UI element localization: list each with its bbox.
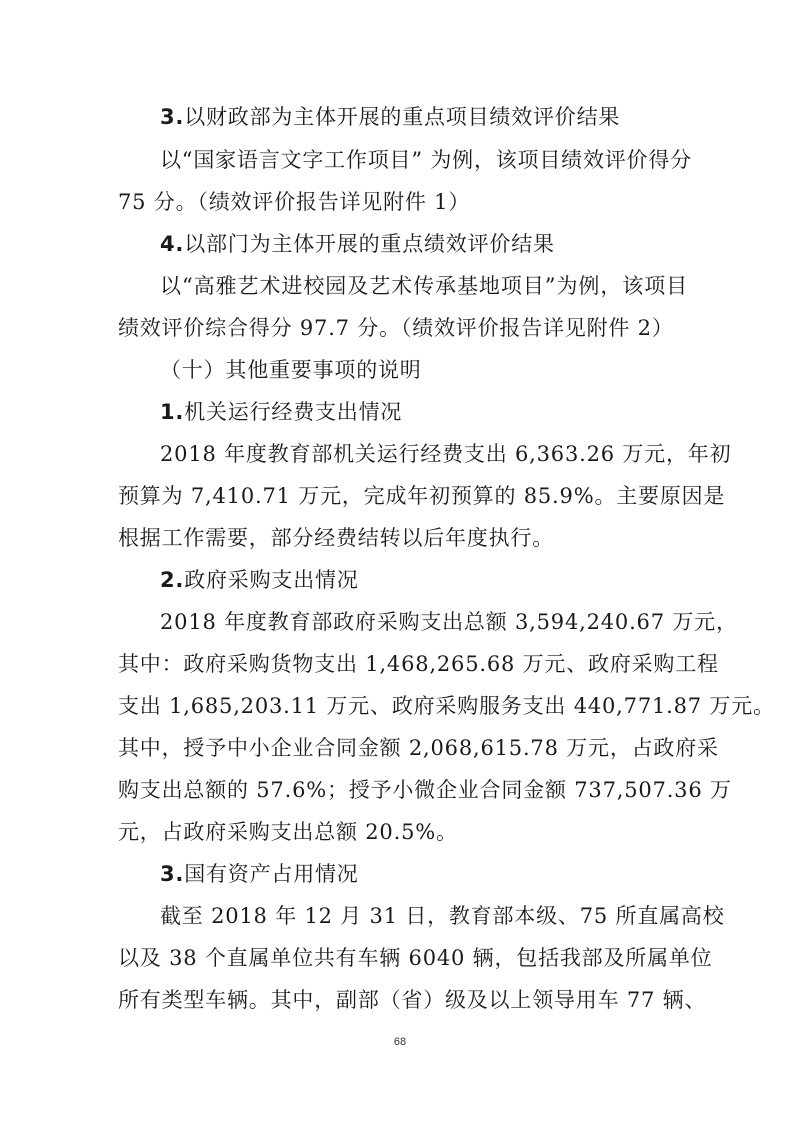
paragraph-line: 2018 年度教育部机关运行经费支出 6,363.26 万元，年初 bbox=[160, 442, 732, 466]
section-heading-2: 2.政府采购支出情况 bbox=[160, 568, 359, 592]
paragraph-line: 购支出总额的 57.6%；授予小微企业合同金额 737,507.36 万 bbox=[118, 778, 732, 802]
section-heading-3b: 3.国有资产占用情况 bbox=[160, 862, 359, 886]
paragraph-line: 截至 2018 年 12 月 31 日，教育部本级、75 所直属高校 bbox=[160, 904, 725, 928]
paragraph-line: 所有类型车辆。其中，副部（省）级及以上领导用车 77 辆、 bbox=[118, 988, 707, 1012]
paragraph-line: 以“高雅艺术进校园及艺术传承基地项目”为例，该项目 bbox=[160, 274, 688, 298]
paragraph-line: 2018 年度教育部政府采购支出总额 3,594,240.67 万元， bbox=[160, 610, 738, 634]
paragraph-line: 75 分。（绩效评价报告详见附件 1） bbox=[118, 190, 471, 214]
paragraph-line: 以及 38 个直属单位共有车辆 6040 辆，包括我部及所属单位 bbox=[118, 946, 713, 970]
paragraph-line: 元，占政府采购支出总额 20.5%。 bbox=[118, 820, 458, 844]
paragraph-line: 其中，授予中小企业合同金额 2,068,615.78 万元，占政府采 bbox=[118, 736, 719, 760]
paragraph-line: 根据工作需要，部分经费结转以后年度执行。 bbox=[118, 526, 554, 550]
page-number: 68 bbox=[393, 1036, 407, 1048]
paragraph-line: 其中：政府采购货物支出 1,468,265.68 万元、政府采购工程 bbox=[118, 652, 719, 676]
paragraph-line: 预算为 7,410.71 万元，完成年初预算的 85.9%。主要原因是 bbox=[118, 484, 726, 508]
section-heading-10: （十）其他重要事项的说明 bbox=[160, 358, 422, 382]
paragraph-line: 以“国家语言文字工作项目” 为例，该项目绩效评价得分 bbox=[160, 148, 692, 172]
paragraph-line: 支出 1,685,203.11 万元、政府采购服务支出 440,771.87 万元。 bbox=[118, 694, 775, 718]
section-heading-3: 3.以财政部为主体开展的重点项目绩效评价结果 bbox=[160, 105, 621, 129]
section-heading-1: 1.机关运行经费支出情况 bbox=[160, 400, 403, 424]
paragraph-line: 绩效评价综合得分 97.7 分。（绩效评价报告详见附件 2） bbox=[118, 316, 674, 340]
section-heading-4: 4.以部门为主体开展的重点绩效评价结果 bbox=[160, 232, 555, 256]
